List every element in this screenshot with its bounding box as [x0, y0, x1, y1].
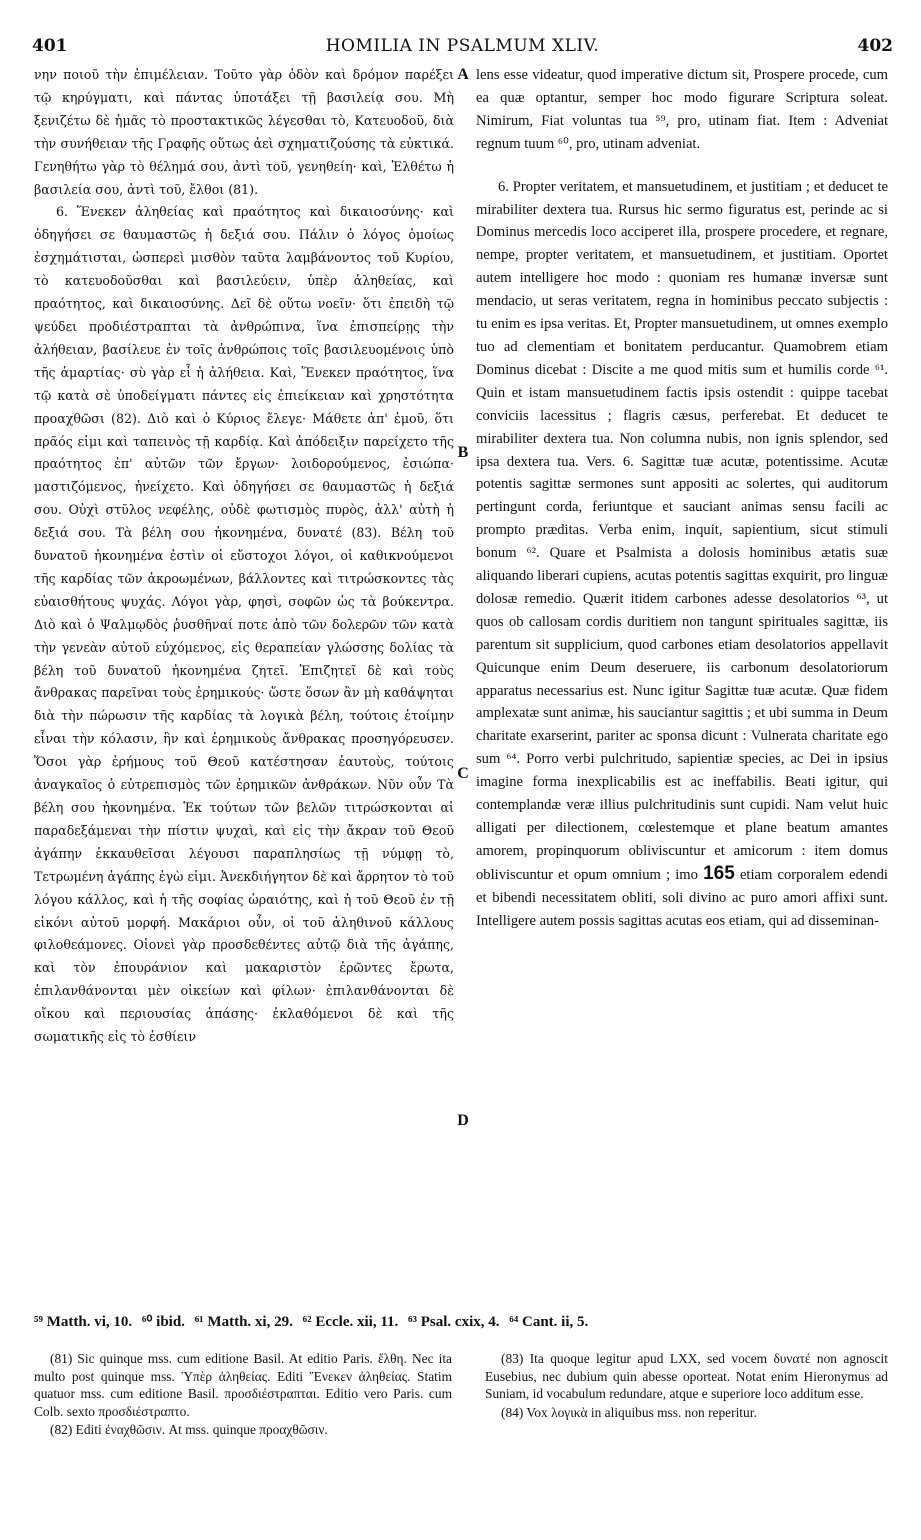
- section-marker-c: C: [457, 765, 469, 782]
- scripture-ref: ⁶¹ Matth. xi, 29.: [194, 1314, 293, 1330]
- editorial-note: (82) Editi ἐναχθῶσιν. At mss. quinque προαχθῶσιν.: [50, 1422, 328, 1438]
- page-number-right: 402: [857, 36, 893, 56]
- scripture-ref: ⁶² Eccle. xii, 11.: [302, 1314, 399, 1330]
- latin-paragraph: 6. Propter veritatem, et mansuetudinem, et justitiam ; et deducet te mirabiliter dextera tua. Rursus hic sermo figuratus est, perinde ac si Dominus mercedis loco acciperet illa, prospere procedere, et regnare, nempe, propter veritatem, et mansuetudinem, et justitiam. Oportet autem intelligere hoc modo : quoniam res humanæ inversæ sunt mendacio, ut seras veritatem, regna in hominibus peccato subjectis : tu enim es ipsa veritas. Et, Propter mansuetudinem, ut omnes exemplo tuo ad clementiam et bonitatem perducantur. Quamobrem etiam Dominus dicebat : Discite a me quod mitis sum et humilis corde ⁶¹. Quin et istam mansuetudinem factis ipsis ostendit : quippe tacebat conviciis lacessitus ; flagris cæsus, perferebat. Et deducet te mirabiliter dextera tua. Non columna nubis, non ignis splendor, sed ipsa dextera tua. Vers. 6. Sagittæ tuæ acutæ, potentissime. Acutæ potentis sagittæ sermones sunt appositi ac solertes, qui auditorum pertingunt corda, feriuntque et sauciant animas sensu facili ac prompto præditas. Verba enim, inquit, sapientium, sicut stimuli bonum ⁶². Quare et Psalmista a dolosis hominibus ætatis suæ aliquando liberari cupiens, acutas potentis sagittas exquirit, pro linguæ dolosæ remedio. Quærit itidem carbones adesse desolatorios ⁶³, ut quos ob callosam cordis duritiem non tangunt spirituales sagittæ, iis parentum sit supplicium, quod carbones etiam desolatorios appellavit Quicunque enim Deum deseruere, iis carbonum desolatoriorum apparatus necessarius est. Nunc igitur Sagittæ tuæ acutæ. Quæ fidem amplexatæ sunt animæ, his sauciantur sagittis ; et ubi summa in Deum charitate exarserint, pariter ac sponsa dicunt : Vulnerata charitate ego sum ⁶⁴. Porro verbi pulchritudo, sapientiæ species, ac Dei in ipsius imagine forma inexplicabilis est ac ineffabilis. Beati igitur, qui contemplandæ veræ illius pulchritudinis sunt cupidi. Nam velut huic alligati per dilectionem, cœlestemque et plane beatum amantes amorem, propinquorum obliviscuntur et amicorum : item domus obliviscuntur et opum omnium ; imo 165 etiam corporalem edendi et bibendi necessitatem obliti, soli divino ac puro amori affixi sunt. Intelligere autem possis sagittas acutas eos etiam, qui ad disseminan-: [476, 178, 888, 929]
- editorial-note: (81) Sic quinque mss. cum editione Basil. At editio Paris. ἔλθη. Nec ita multo post quinque mss. Ὑπὲρ ἀληθείας. Editi Ἕνεκεν ἀληθείας. Statim quatuor mss. cum editione Basil. προσδιέστραπται. Editio vero Paris. cum Colb. sexto προσδιέστραπτο.: [34, 1351, 452, 1419]
- scripture-ref: ⁵⁹ Matth. vi, 10.: [34, 1314, 133, 1330]
- notes-left: [34, 1350, 452, 1440]
- scripture-ref: ⁶⁰ ibid.: [141, 1314, 185, 1330]
- greek-column: [34, 64, 454, 1049]
- scripture-ref: ⁶³ Psal. cxix, 4.: [408, 1314, 500, 1330]
- running-title: HOMILIA IN PSALMUM XLIV.: [325, 36, 600, 56]
- scripture-references: [34, 1312, 891, 1331]
- editorial-note: (84) Vox λογικὰ in aliquibus mss. non reperitur.: [501, 1404, 757, 1420]
- scripture-ref: ⁶⁴ Cant. ii, 5.: [509, 1314, 589, 1330]
- page-header: [32, 36, 893, 60]
- notes-right: [485, 1350, 888, 1422]
- marginal-page-number: 165: [703, 862, 735, 884]
- section-marker-a: A: [457, 66, 469, 83]
- latin-paragraph: lens esse videatur, quod imperative dictum sit, Prospere procede, cum ea quæ optantur, semper hoc modo figurare Scriptura soleat. Nimirum, Fiat voluntas tua ⁵⁹, pro, utinam fiat. Item : Adveniat regnum tuum ⁶⁰, pro, utinam adveniat.: [476, 67, 888, 152]
- page-number-left: 401: [32, 36, 68, 56]
- greek-paragraph: 6. Ἕνεκεν ἀληθείας καὶ πραότητος καὶ δικαιοσύνης· καὶ ὁδηγήσει σε θαυμαστῶς ἡ δεξιά σου. Πάλιν ὁ λόγος ὁμοίως ἐσχημάτισται, ὡσπερεὶ μισθὸν ταῦτα λαμβάνοντος τοῦ Κυρίου, τὸ κατευοδοῦσθαι καὶ βασιλεύειν, ὑπὲρ ἀληθείας, καὶ πραότητος, καὶ δικαιοσύνης. Δεῖ δὲ οὕτω νοεῖν· ὅτι ἐπειδὴ τῷ ψεύδει προδιέστραπται τὰ ἀνθρώπινα, ἵνα ἐπισπείρῃς τὴν ἀλήθειαν, βασίλευε ἐν τοῖς ἀνθρώποις τοῖς βασιλευομένοις ὑπὸ τῆς ἁμαρτίας· σὺ γὰρ εἶ ἡ ἀλήθεια. Καὶ, Ἕνεκεν πραότητος, ἵνα τῷ κατὰ σὲ ὑποδείγματι πάντες εἰς ἐπιείκειαν καὶ χρηστότητα προαχθῶσι (82). Διὸ καὶ ὁ Κύριος ἔλεγε· Μάθετε ἀπ' ἐμοῦ, ὅτι πρᾶός εἰμι καὶ ταπεινὸς τῇ καρδίᾳ. Καὶ ἀπόδειξιν παρείχετο τῆς πραότητος ἐπ' αὐτῶν τῶν ἔργων· λοιδορούμενος, ἐσιώπα· μαστιζόμενος, ἠνείχετο. Καὶ ὁδηγήσει σε θαυμαστῶς ἡ δεξιά σου. Οὐχὶ στῦλος νεφέλης, οὐδὲ φωτισμὸς πυρὸς, ἀλλ' αὐτὴ ἡ δεξιά σου. Τὰ βέλη σου ἠκονημένα, δυνατέ (83). Βέλη τοῦ δυνατοῦ ἠκονημένα ἐστὶν οἱ εὔστοχοι λόγοι, οἱ καθικνούμενοι τῆς καρδίας τῶν ἀκροωμένων, βάλλοντες καὶ τιτρώσκοντες τὰς εὐαισθήτους ψυχάς. Λόγοι γὰρ, φησὶ, σοφῶν ὡς τὰ βούκεντρα. Διὸ καὶ ὁ Ψαλμῳδὸς ῥυσθῆναί ποτε ἀπὸ τῶν δολερῶν τῶν κατὰ τὴν γενεὰν αὐτοῦ εὐχόμενος, εἰς θεραπείαν γλώσσης δολίας τὰ βέλη τοῦ δυνατοῦ ἠκονημένα ζητεῖ. Ἐπιζητεῖ δὲ καὶ τοὺς ἄνθρακας παρεῖναι τοὺς ἐρημικούς· ὥστε ὅσων ἂν μὴ καθάψηται διὰ τὴν πώρωσιν τῆς καρδίας τὰ λογικὰ βέλη, τούτοις ἑτοίμην εἶναι τὴν κόλασιν, ἣν καὶ ἐρημικοὺς ἄνθρακας προσηγόρευσεν. Ὅσοι γὰρ ἐρήμους τοῦ Θεοῦ κατέστησαν ἑαυτοὺς, τούτοις ἀναγκαῖος ὁ εὐτρεπισμὸς τῶν ἐρημικῶν ἀνθράκων. Νῦν οὖν Τὰ βέλη σου ἠκονημένα. Ἐκ τούτων τῶν βελῶν τιτρώσκονται αἱ παραδεξάμεναι τὴν πίστιν ψυχαὶ, καὶ εἰς τὴν ἄκραν τοῦ Θεοῦ ἀγάπην ἐκκαυθεῖσαι λέγουσι παραπλησίως τῇ νύμφῃ τὸ, Τετρωμένη ἀγάπης ἐγὼ εἰμι. Ἀνεκδιήγητον δὲ καὶ ἄρρητον τὸ τοῦ λόγου κάλλος, καὶ ἡ τῆς σοφίας ὡραιότης, καὶ ἡ τοῦ Θεοῦ ἐν τῇ εἰκόνι αὐτοῦ μορφή. Μακάριοι οὖν, οἱ τοῦ ἀληθινοῦ κάλλους φιλοθεάμονες. Οἱονεὶ γὰρ προσδεθέντες αὐτῷ διὰ τῆς ἀγάπης, καὶ τὸν ἐπουράνιον καὶ μακαριστὸν ἐρῶντες ἔρωτα, ἐπιλανθάνονται μὲν οἰκείων καὶ φίλων· ἐπιλανθάνονται δὲ οἴκου καὶ περιουσίας ἁπάσης· ἐκλαθόμενοι δὲ καὶ τῆς σωματικῆς εἰς τὸ ἐσθίειν: [34, 204, 455, 1045]
- latin-column: [476, 64, 888, 933]
- section-marker-d: D: [457, 1112, 469, 1129]
- section-marker-b: B: [457, 444, 469, 461]
- greek-paragraph: νην ποιοῦ τὴν ἐπιμέλειαν. Τοῦτο γὰρ ὁδὸν καὶ δρόμον παρέξει τῷ κηρύγματι, καὶ πάντας ὑποτάξει τῇ βασιλείᾳ σου. Μὴ ξενιζέτω δὲ ἡμᾶς τὸ προστακτικῶς λέγεσθαι τὸ, Κατευοδοῦ, διὰ τὴν συνήθειαν τῆς Γραφῆς οὕτως ἀεὶ σχηματιζούσης τὰ εὐκτικά. Γενηθήτω γὰρ τὸ θέλημά σου, ἀντὶ τοῦ, γενηθείη· καὶ, Ἐλθέτω ἡ βασιλεία σου, ἀντὶ τοῦ, ἔλθοι (81).: [34, 67, 454, 197]
- editorial-note: (83) Ita quoque legitur apud LXX, sed vocem δυνατέ non agnoscit Eusebius, nec dubium quin abesse oporteat. Notat enim Hieronymus ad Suniam, id vocabulum redundare, atque e superiore loco additum esse.: [485, 1351, 888, 1402]
